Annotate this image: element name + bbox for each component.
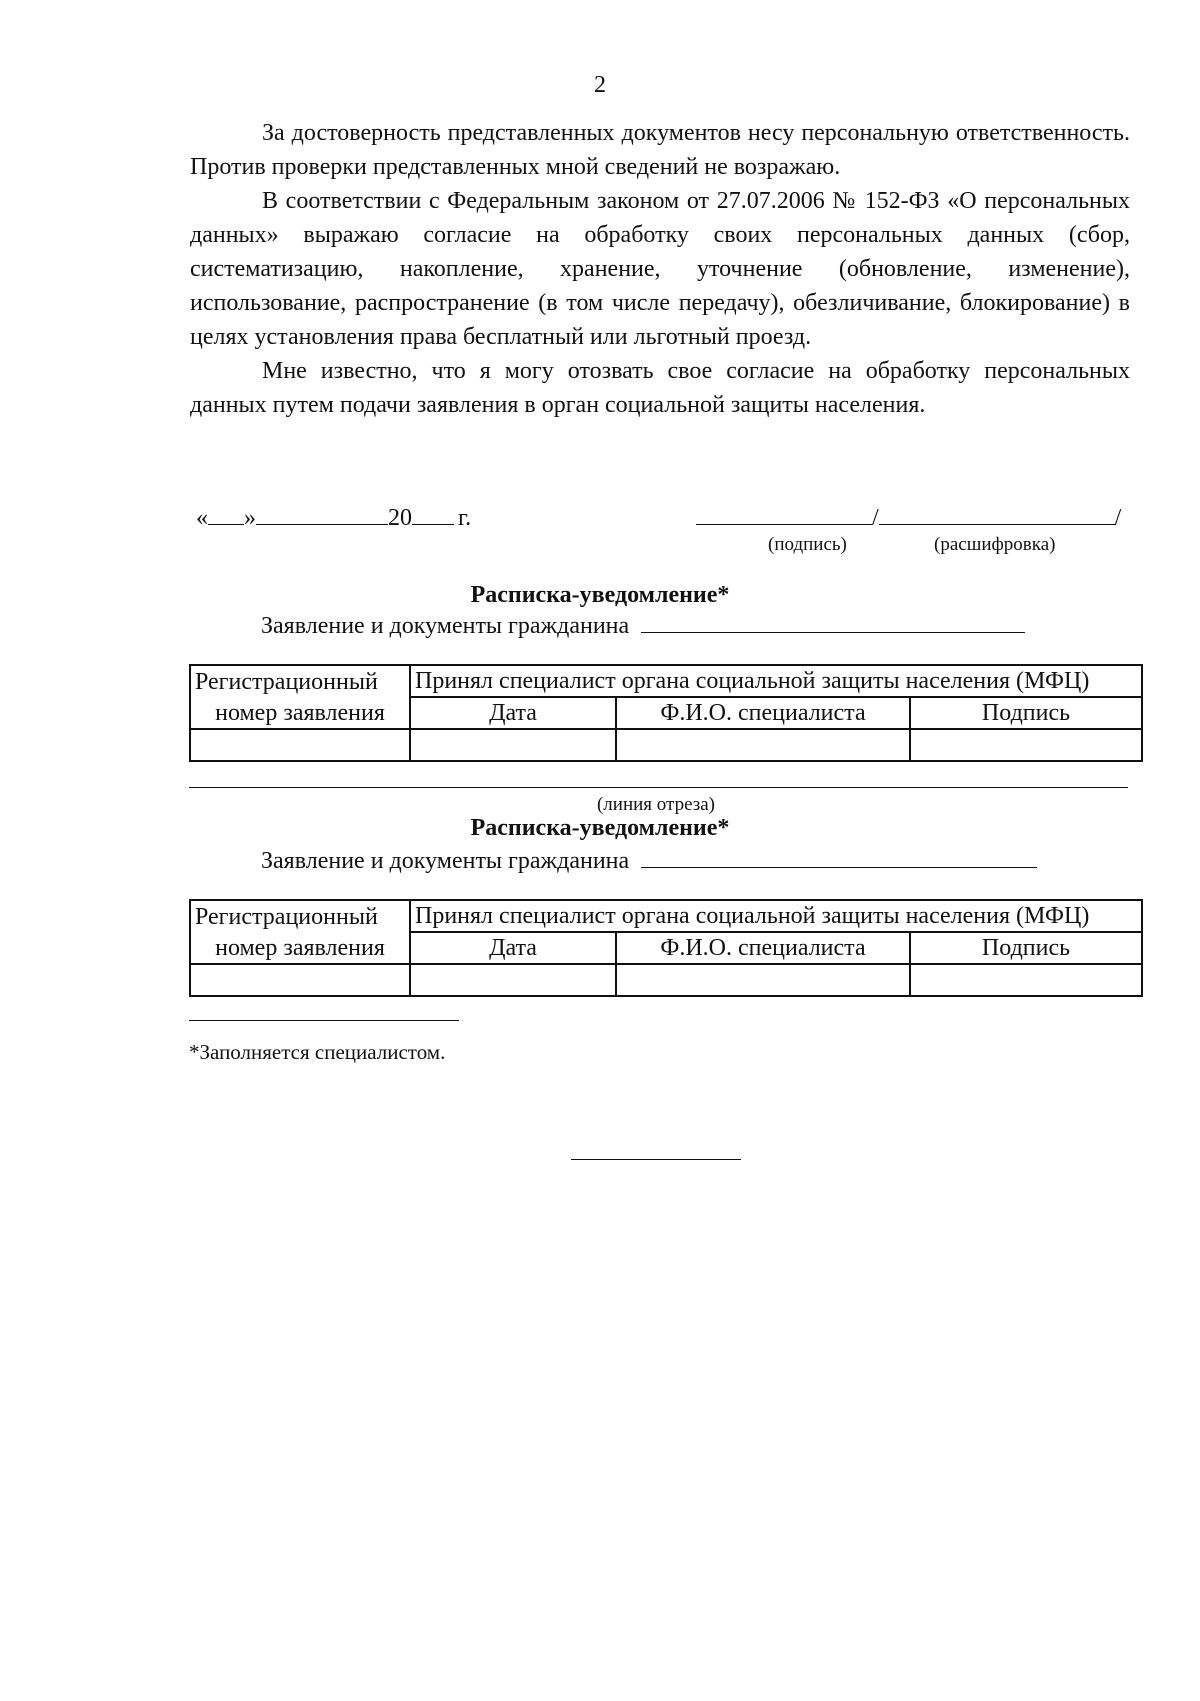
year-prefix: 20 <box>388 505 412 531</box>
receipt-1-table <box>189 664 1143 762</box>
receipt-1-reg-cell[interactable] <box>190 729 410 761</box>
receipt-2-name-header: Ф.И.О. специалиста <box>616 932 910 964</box>
signature-slash-1: / <box>872 505 879 531</box>
day-field[interactable] <box>208 504 244 525</box>
cut-line-caption: (линия отреза) <box>596 794 716 815</box>
signature-caption: (подпись) <box>768 534 847 555</box>
year-suffix: г. <box>458 505 472 531</box>
paragraph-revocation: Мне известно, что я могу отозвать свое согласие на обработку персональных данных путем подачи заявления в орган социальной защиты населения. <box>190 358 1130 418</box>
receipt-2-reg-header-2: номер заявления <box>190 932 410 964</box>
receipt-2-accepted-header: Принял специалист органа социальной защиты населения (МФЦ) <box>410 900 1142 932</box>
receipt-2-date-cell[interactable] <box>410 964 616 996</box>
receipt-2-signature-header: Подпись <box>910 932 1142 964</box>
receipt-1-reg-header-1: Регистрационный <box>190 665 410 697</box>
receipt-2-signature-cell[interactable] <box>910 964 1142 996</box>
cut-line <box>189 787 1128 788</box>
receipt-1-citizen-field[interactable] <box>641 612 1025 633</box>
receipt-2-reg-header-1: Регистрационный <box>190 900 410 932</box>
page-number: 2 <box>594 72 606 98</box>
signature-slash-2: / <box>1114 505 1122 531</box>
footnote-separator <box>189 1020 459 1021</box>
consent-text <box>190 116 1130 422</box>
date-line <box>196 504 471 532</box>
receipt-1-reg-header-2: номер заявления <box>190 697 410 729</box>
receipt-2-date-header: Дата <box>410 932 616 964</box>
date-open-quote: « <box>196 505 208 531</box>
receipt-1-line <box>261 612 1025 640</box>
receipt-1-name-header: Ф.И.О. специалиста <box>616 697 910 729</box>
receipt-1-accepted-header: Принял специалист органа социальной защиты населения (МФЦ) <box>410 665 1142 697</box>
paragraph-consent: В соответствии с Федеральным законом от 27.07.2006 № 152-ФЗ «О персональных данных» выражаю согласие на обработку своих персональных данных (сбор, систематизацию, накопление, хранение, уточнение (обновление, изменение), использование, распространение (в том числе передачу), обезличивание, блокирование) в целях установления права бесплатный или льготный проезд. <box>190 188 1130 350</box>
receipt-1-line-label: Заявление и документы гражданина <box>261 613 630 639</box>
receipt-1-title: Расписка-уведомление* <box>470 582 730 608</box>
receipt-1-name-cell[interactable] <box>616 729 910 761</box>
receipt-1-signature-header: Подпись <box>910 697 1142 729</box>
decoding-caption: (расшифровка) <box>934 534 1056 555</box>
receipt-1-date-cell[interactable] <box>410 729 616 761</box>
footnote: *Заполняется специалистом. <box>189 1040 446 1064</box>
year-field[interactable] <box>412 504 454 525</box>
date-close-quote: » <box>244 505 256 531</box>
month-field[interactable] <box>256 504 388 525</box>
receipt-1-date-header: Дата <box>410 697 616 729</box>
receipt-2-table <box>189 899 1143 997</box>
receipt-2-line <box>261 847 1037 875</box>
receipt-2-title: Расписка-уведомление* <box>470 815 730 841</box>
receipt-2-line-label: Заявление и документы гражданина <box>261 848 630 874</box>
receipt-1-signature-cell[interactable] <box>910 729 1142 761</box>
decoding-field[interactable] <box>879 504 1115 525</box>
end-separator <box>571 1159 741 1160</box>
receipt-2-name-cell[interactable] <box>616 964 910 996</box>
receipt-2-citizen-field[interactable] <box>641 847 1037 868</box>
signature-field[interactable] <box>696 504 872 525</box>
paragraph-responsibility: За достоверность представленных документов несу персональную ответственность. Против проверки представленных мной сведений не возражаю. <box>190 120 1130 180</box>
signature-line <box>696 504 1121 532</box>
receipt-2-reg-cell[interactable] <box>190 964 410 996</box>
